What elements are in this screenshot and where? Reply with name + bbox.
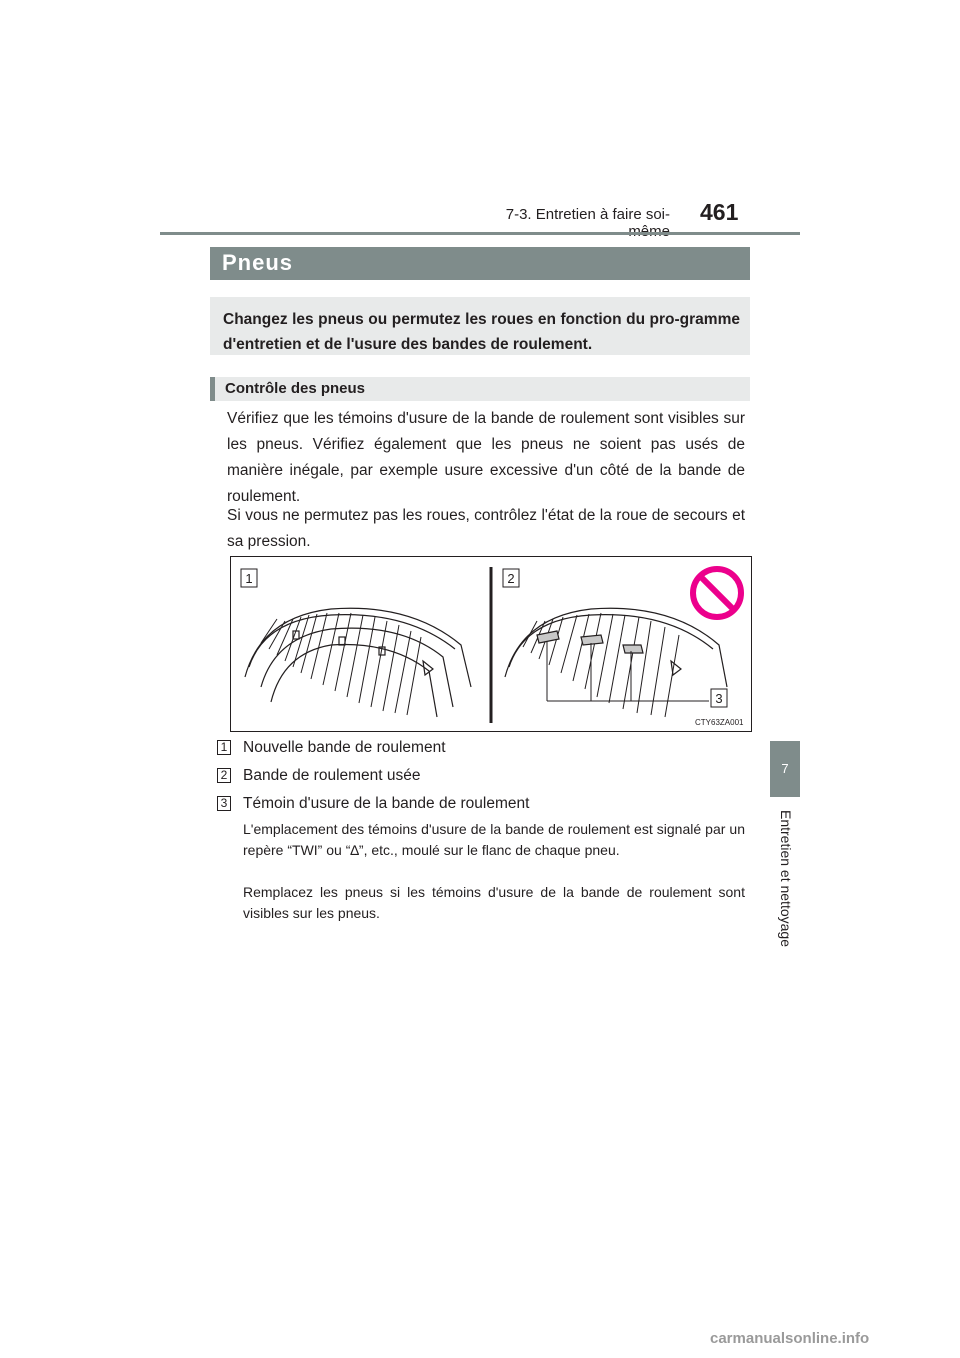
legend-number: 1 — [217, 740, 231, 755]
callout-3 — [711, 689, 727, 707]
paragraph-spare: Si vous ne permutez pas les roues, contrôlez l'état de la roue de secours et sa pression. — [227, 507, 745, 550]
subsection-accent — [210, 377, 215, 401]
footer-watermark: carmanualsonline.info — [710, 1330, 870, 1347]
chapter-side-label-text: Entretien et nettoyage — [778, 810, 794, 947]
subsection-title: Contrôle des pneus — [225, 380, 366, 397]
subsection-bar — [210, 377, 750, 401]
note-replace-tires: Remplacez les pneus si les témoins d'usure de la bande de roulement sont visibles sur les pneus. — [243, 884, 745, 921]
prohibition-icon — [693, 569, 741, 617]
intro-box: Changez les pneus ou permutez les roues en fonction du pro-gramme d'entretien et de l'usure des bandes de roulement. — [210, 297, 750, 355]
tire-illustration — [231, 557, 751, 731]
page-number: 461 — [700, 199, 739, 225]
callout-3-label: 3 — [715, 691, 723, 706]
legend-item-worn-tread — [217, 766, 757, 786]
callout-2-label: 2 — [507, 571, 515, 586]
legend-text: Bande de roulement usée — [243, 767, 421, 784]
callout-1 — [241, 569, 257, 587]
legend-text: Nouvelle bande de roulement — [243, 739, 446, 756]
section-title-bar — [210, 247, 750, 280]
header-rule — [160, 232, 800, 235]
section-title: Pneus — [222, 250, 294, 275]
legend-number: 2 — [217, 768, 231, 783]
legend-text: Témoin d'usure de la bande de roulement — [243, 795, 530, 812]
legend-item-wear-indicator — [217, 794, 757, 814]
header-section-title: 7-3. Entretien à faire soi- — [505, 206, 670, 223]
legend-item-new-tread — [217, 738, 757, 758]
figure-code: CTY63ZA001 — [695, 718, 744, 727]
new-tire-drawing — [245, 608, 471, 717]
legend-number: 3 — [217, 796, 231, 811]
chapter-tab: 7 — [770, 741, 800, 797]
paragraph-check: Vérifiez que les témoins d'usure de la bande de roulement sont visibles sur les pneus. Vérifiez également que les pneus ne soient pas usés de manière inégale, par exemple usure excessive d'un côté de la bande de roulement. — [227, 410, 745, 505]
tire-figure — [230, 556, 752, 732]
callout-1-label: 1 — [245, 571, 253, 586]
note-twi-location: L'emplacement des témoins d'usure de la bande de roulement est signalé par un repère “TWI” ou “∆”, etc., moulé sur le flanc de chaque pneu. — [243, 821, 745, 858]
callout-2 — [503, 569, 519, 587]
chapter-side-label — [777, 810, 795, 1060]
